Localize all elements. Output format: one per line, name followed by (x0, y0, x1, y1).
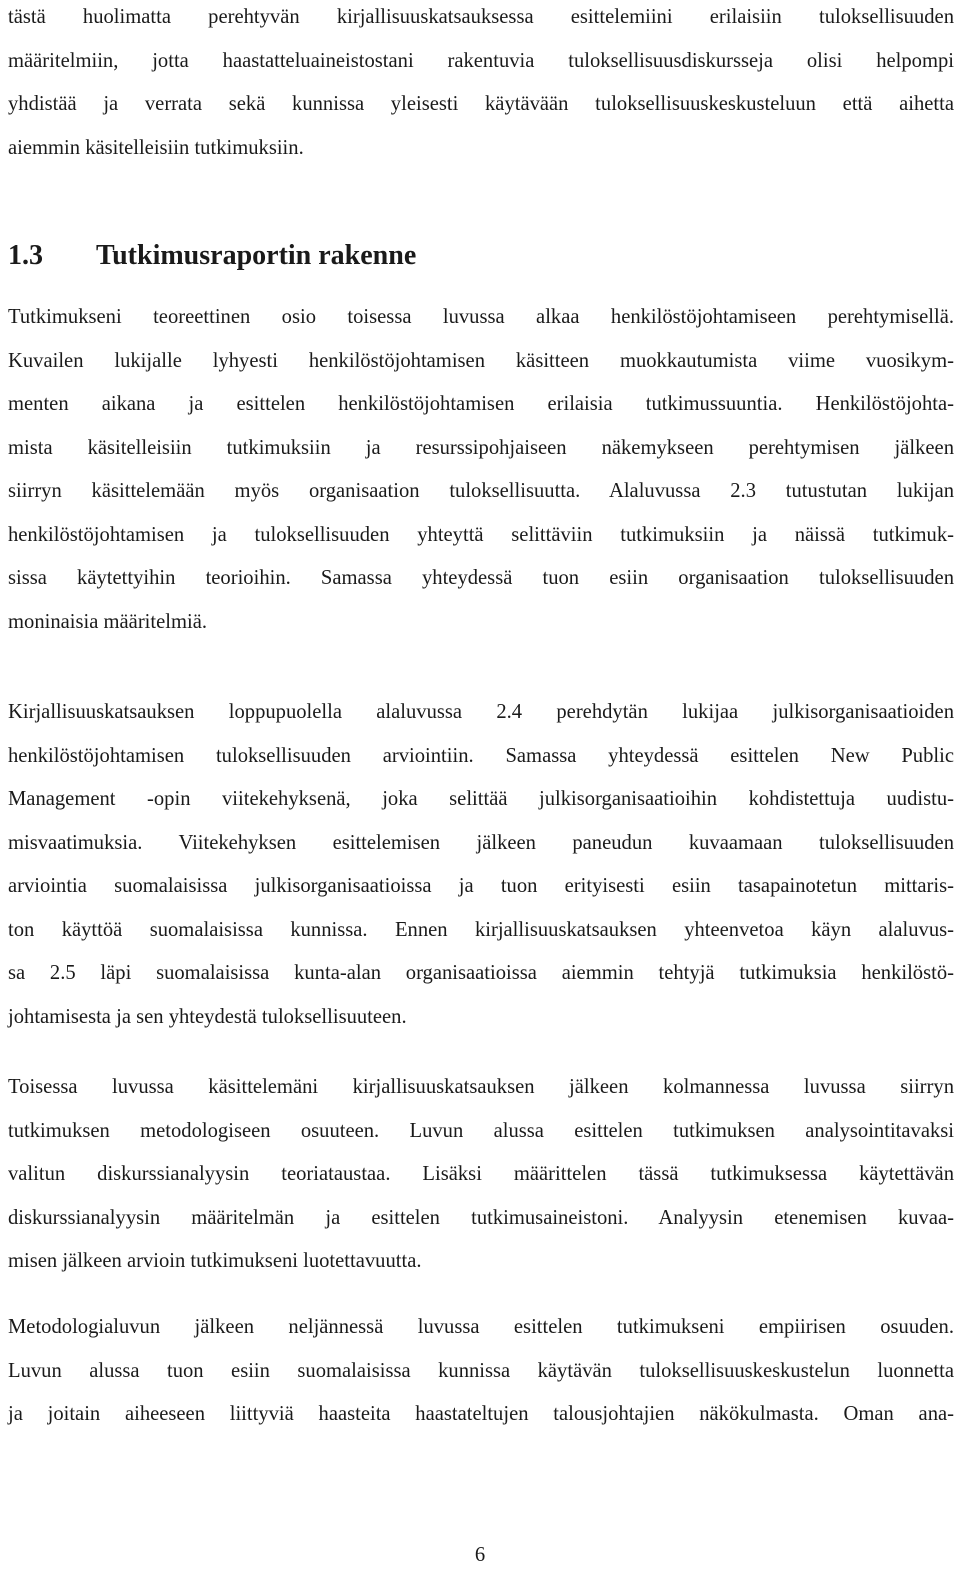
text-line: sa 2.5 läpi suomalaisissa kunta-alan organisaatioissa aiemmin tehtyjä tutkimuksia henkilöstö- (8, 962, 954, 984)
text-line: yhdistää ja verrata sekä kunnissa yleisesti käytävään tuloksellisuuskeskusteluun että aihetta (8, 93, 954, 115)
text-line: henkilöstöjohtamisen ja tuloksellisuuden yhteyttä selittäviin tutkimuksiin ja näissä tutkimuk- (8, 523, 954, 546)
text-line: Management -opin viitekehyksenä, joka selittää julkisorganisaatioihin kohdistettuja uudistu- (8, 788, 954, 810)
text-line: siirryn käsittelemään myös organisaation tuloksellisuutta. Alaluvussa 2.3 tutustutan lukijan (8, 480, 954, 502)
text-line: ja joitain aiheeseen liittyviä haasteita haastateltujen talousjohtajien näkökulmasta. Oman ana- (8, 1403, 954, 1425)
text-line: Kuvailen lukijalle lyhyesti henkilöstöjohtamisen käsitteen muokkautumista viime vuosikym- (8, 349, 954, 372)
paragraph-intro (8, 0, 954, 170)
text-line: Kirjallisuuskatsauksen loppupuolella alaluvussa 2.4 perehdytän lukijaa julkisorganisaatioiden (8, 701, 954, 723)
section-heading (8, 236, 416, 276)
text-line: misvaatimuksia. Viitekehyksen esittelemisen jälkeen paneudun kuvaamaan tuloksellisuuden (8, 831, 954, 854)
text-line: ton käyttöä suomalaisissa kunnissa. Ennen kirjallisuuskatsauksen yhteenvetoa käyn alaluvus- (8, 918, 954, 941)
text-line: diskurssianalyysin määritelmän ja esittelen tutkimusaineistoni. Analyysin etenemisen kuvaa- (8, 1206, 954, 1229)
page-number: 6 (474, 1544, 486, 1566)
text-line: menten aikana ja esittelen henkilöstöjohtamisen erilaisia tutkimussuuntia. Henkilöstöjohta- (8, 393, 954, 415)
paragraph-empirical (8, 1306, 954, 1437)
text-line: Tutkimukseni teoreettinen osio toisessa luvussa alkaa henkilöstöjohtamiseen perehtymisellä. (8, 306, 954, 328)
text-line: aiemmin käsitelleisiin tutkimuksiin. (8, 136, 304, 159)
text-line: Toisessa luvussa käsittelemäni kirjallisuuskatsauksen jälkeen kolmannessa luvussa siirryn (8, 1076, 954, 1098)
text-line: määritelmiin, jotta haastatteluaineistostani rakentuvia tuloksellisuusdiskursseja olisi helpompi (8, 49, 954, 72)
text-line: moninaisia määritelmiä. (8, 610, 208, 633)
text-line: misen jälkeen arvioin tutkimukseni luotettavuutta. (8, 1250, 422, 1272)
paragraph-methodology (8, 1066, 954, 1284)
section-number: 1.3 (8, 240, 43, 271)
text-line: sissa käytettyihin teorioihin. Samassa yhteydessä tuon esiin organisaation tuloksellisuuden (8, 567, 954, 589)
section-title: Tutkimusraportin rakenne (96, 240, 417, 271)
text-line: Metodologialuvun jälkeen neljännessä luvussa esittelen tutkimukseni empiirisen osuuden. (8, 1316, 954, 1338)
text-line: tutkimuksen metodologiseen osuuteen. Luvun alussa esittelen tutkimuksen analysointitavaksi (8, 1119, 954, 1142)
paragraph-literature (8, 691, 954, 1039)
text-line: mista käsitelleisiin tutkimuksiin ja resurssipohjaiseen näkemykseen perehtymisen jälkeen (8, 436, 954, 459)
text-line: henkilöstöjohtamisen tuloksellisuuden arviointiin. Samassa yhteydessä esittelen New Public (8, 744, 954, 767)
text-line: valitun diskurssianalyysin teoriataustaa. Lisäksi määrittelen tässä tutkimuksessa käytettävän (8, 1163, 954, 1185)
text-line: Luvun alussa tuon esiin suomalaisissa kunnissa käytävän tuloksellisuuskeskustelun luonnetta (8, 1359, 954, 1382)
paragraph-theory (8, 296, 954, 644)
text-line: johtamisesta ja sen yhteydestä tuloksellisuuteen. (8, 1005, 407, 1028)
text-line: tästä huolimatta perehtyvän kirjallisuuskatsauksessa esittelemiini erilaisiin tuloksellisuuden (8, 6, 954, 28)
text-line: arviointia suomalaisissa julkisorganisaatioissa ja tuon erityisesti esiin tasapainotetun mittaris- (8, 875, 954, 897)
